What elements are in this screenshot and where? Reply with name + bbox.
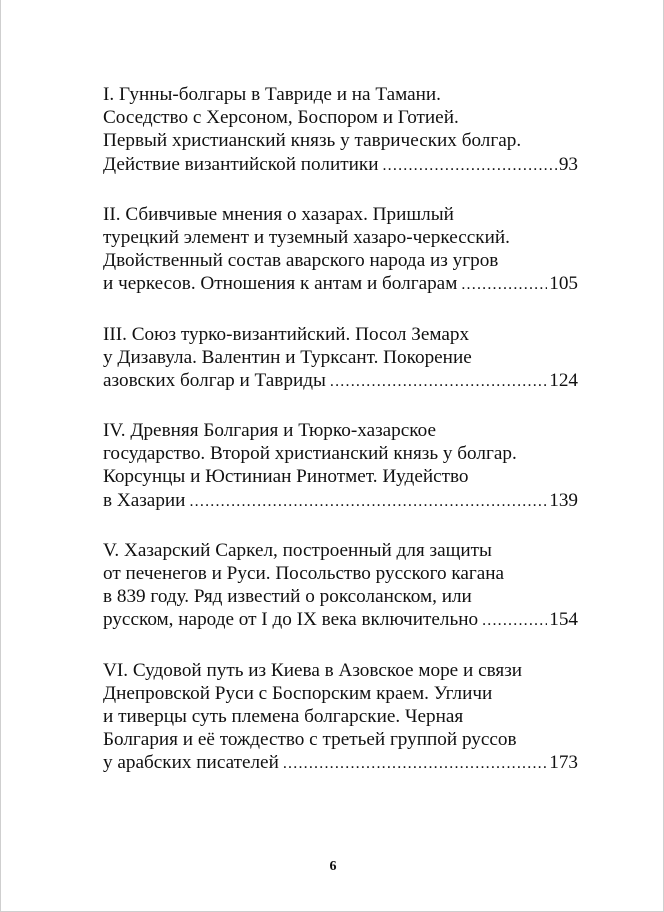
toc-entry-text-line: в 839 году. Ряд известий о роксоланском, или [103, 586, 472, 608]
toc-page-number: 124 [549, 369, 578, 391]
toc-entry-text-line: от печенегов и Руси. Посольство русского кагана [103, 563, 505, 584]
dot-leader [330, 370, 547, 393]
toc-entry-text-line: и тиверцы суть племена болгарские. Черная [103, 705, 464, 727]
toc-entry-4 [103, 419, 578, 512]
toc-page-number: 93 [558, 153, 578, 175]
toc-entry-last-line [103, 272, 578, 295]
toc-entry-last-line [103, 608, 578, 631]
toc-entry-text-line: турецкий элемент и туземный хазаро-черкесский. [103, 226, 510, 248]
toc-page-number: 105 [549, 273, 578, 295]
toc-entry-text-line: Болгария и её тождество с третьей группой руссов [103, 729, 517, 751]
dot-leader [482, 609, 547, 632]
toc-entry-text-line: III. Союз турко-византийский. Посол Земарх [103, 323, 470, 345]
toc-entry-1 [103, 83, 578, 176]
toc-entry-text-line: у Дизавула. Валентин и Турксант. Покорение [103, 346, 472, 368]
dot-leader [382, 154, 556, 177]
toc-entry-text-line: Днепровской Руси с Боспорским краем. Угличи [103, 682, 493, 704]
toc-entry-text-line: государство. Второй христианский князь у болгар. [103, 443, 517, 465]
toc-entry-text-line: II. Сбивчивые мнения о хазарах. Пришлый [103, 203, 454, 225]
toc-entry-text-line: IV. Древняя Болгария и Тюрко-хазарское [103, 420, 436, 442]
toc-entry-3 [103, 323, 578, 393]
dot-leader [461, 273, 547, 296]
toc-entry-last-line [103, 489, 578, 512]
toc-entry-last-line [103, 751, 578, 774]
toc-page-number: 139 [549, 489, 578, 511]
dot-leader [189, 490, 547, 513]
toc-page-number: 154 [549, 609, 578, 631]
toc-entry-5 [103, 539, 578, 632]
toc-entry-2 [103, 203, 578, 296]
toc-entry-last-line [103, 153, 578, 176]
toc-entry-text-line: I. Гунны-болгары в Тавриде и на Тамани. [103, 84, 441, 105]
dot-leader [283, 752, 547, 775]
toc-entry-text-line: Действие византийской политики [103, 153, 379, 175]
toc-entry-text-line: V. Хазарский Саркел, построенный для защиты [103, 539, 492, 561]
toc-entry-text-line: Корсунцы и Юстиниан Ринотмет. Иудейство [103, 466, 469, 488]
toc-entry-text-line: VI. Судовой путь из Киева в Азовское море и связи [103, 659, 523, 681]
toc-entry-text-line: Соседство с Херсоном, Боспором и Готией. [103, 107, 459, 129]
toc-entry-text-line: и черкесов. Отношения к антам и болгарам [103, 273, 458, 295]
page-number: 6 [329, 859, 337, 874]
toc-page-number: 173 [549, 752, 578, 774]
table-of-contents [103, 83, 578, 802]
toc-entry-text-line: азовских болгар и Тавриды [103, 369, 326, 391]
toc-entry-last-line [103, 369, 578, 392]
toc-entry-text-line: Двойственный состав аварского народа из угров [103, 250, 499, 272]
toc-entry-text-line: у арабских писателей [103, 752, 279, 774]
toc-entry-6 [103, 659, 578, 775]
toc-entry-text-line: в Хазарии [103, 489, 186, 511]
toc-entry-text-line: Первый христианский князь у таврических болгар. [103, 130, 522, 152]
toc-entry-text-line: русском, народе от I до IX века включительно [103, 609, 479, 631]
